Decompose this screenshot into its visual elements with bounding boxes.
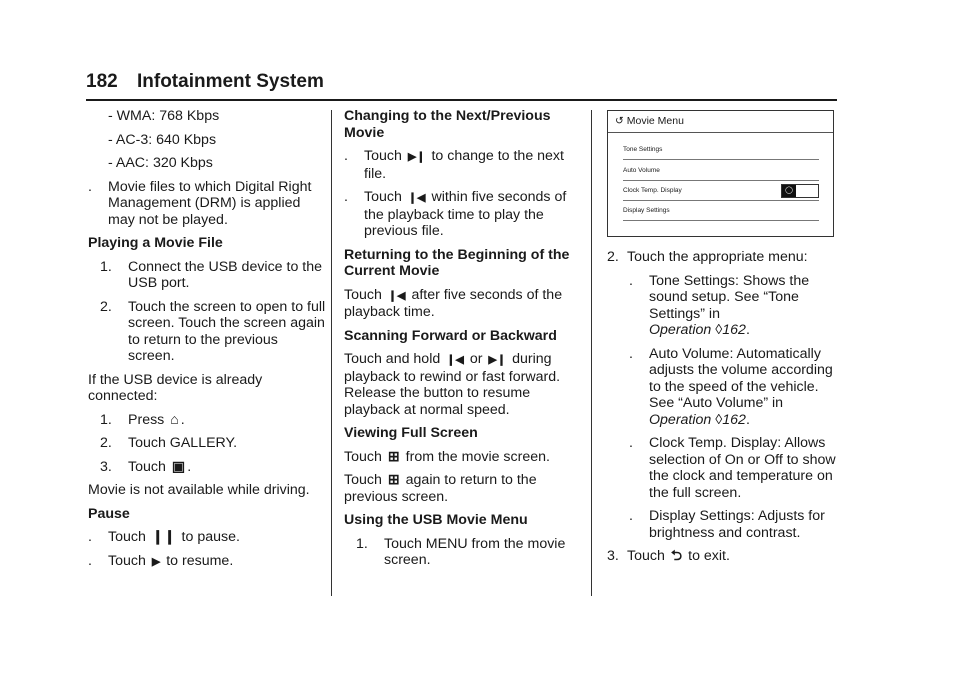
clock-temp-bullet: . Clock Temp. Display: Allows selection of On or Off to show the clock and temperature on the full screen. bbox=[629, 435, 836, 501]
fullscreen-icon: ⊞ bbox=[387, 448, 400, 465]
menu-step-2: 2. Touch the appropriate menu: bbox=[607, 249, 808, 265]
reference-icon: ◊ bbox=[715, 322, 723, 338]
back-icon: ⮌ bbox=[670, 548, 683, 564]
menu-row-display-settings[interactable]: Display Settings bbox=[623, 207, 819, 215]
gallery-icon: ▣ bbox=[171, 458, 186, 475]
reference-icon: ◊ bbox=[715, 411, 723, 428]
prev-track-icon: ❙◀ bbox=[387, 289, 406, 302]
prev-bullet: . Touch ❙◀ within five seconds of the playback time to play the previous file. bbox=[344, 189, 567, 239]
column-right bbox=[607, 108, 839, 572]
screen-title-divider bbox=[608, 132, 833, 133]
back-icon: ↺ bbox=[615, 115, 624, 127]
tone-settings-bullet: . Tone Settings: Shows the sound setup. See “Tone Settings” in Operation ◊162. bbox=[629, 272, 810, 338]
menu-row-clock-temp-display[interactable]: Clock Temp. Display ◯ bbox=[623, 187, 819, 195]
playing-heading: Playing a Movie File bbox=[88, 235, 223, 251]
menu-row-tone-settings[interactable]: Tone Settings bbox=[623, 146, 819, 154]
bullet-icon: . bbox=[629, 272, 633, 289]
display-settings-bullet: . Display Settings: Adjusts for brightness and contrast. bbox=[629, 508, 825, 541]
page-header bbox=[86, 71, 324, 93]
return-heading: Returning to the Beginning of the Current Movie bbox=[344, 246, 570, 279]
play-icon: ▶ bbox=[151, 555, 161, 568]
bullet-icon: . bbox=[88, 552, 92, 569]
drm-bullet: . Movie files to which Digital Right Management (DRM) is applied may not be played. bbox=[88, 178, 312, 228]
pause-icon: ❙❙ bbox=[151, 529, 176, 545]
bullet-icon: . bbox=[344, 148, 348, 164]
next-heading: Changing to the Next/Previous Movie bbox=[344, 108, 551, 141]
bitrate-item: - WMA: 768 Kbps bbox=[108, 108, 220, 124]
bullet-icon: . bbox=[344, 189, 348, 205]
bitrate-item: - AC-3: 640 Kbps bbox=[108, 131, 217, 148]
column-divider bbox=[591, 110, 592, 596]
full-screen-return-text: Touch ⊞ again to return to the previous screen. bbox=[344, 472, 537, 505]
section-title: Infotainment System bbox=[136, 71, 324, 92]
header-rule bbox=[86, 99, 837, 101]
usb-menu-step-1: 1. Touch MENU from the movie screen. bbox=[356, 535, 566, 568]
bullet-icon: . bbox=[88, 529, 92, 545]
menu-step-3: 3. Touch ⮌ to exit. bbox=[607, 548, 730, 564]
movie-menu-screen bbox=[607, 110, 834, 237]
resume-bullet: . Touch ▶ to resume. bbox=[88, 552, 234, 569]
bullet-icon: . bbox=[629, 508, 633, 524]
bullet-icon: . bbox=[629, 435, 633, 451]
auto-volume-bullet: . Auto Volume: Automatically adjusts the volume according to the speed of the vehicle. See “Auto Volume” in Operation ◊162. bbox=[629, 345, 833, 428]
clock-temp-toggle[interactable]: ◯ bbox=[781, 184, 819, 198]
connected-text: If the USB device is already connected: bbox=[88, 371, 263, 404]
page-number: 182 bbox=[86, 71, 118, 92]
bitrate-item: - AAC: 320 Kbps bbox=[108, 155, 213, 171]
next-bullet: . Touch ▶❙ to change to the next file. bbox=[344, 148, 564, 182]
not-available-text: Movie is not available while driving. bbox=[88, 482, 310, 498]
fullscreen-icon: ⊞ bbox=[387, 472, 400, 488]
column-divider bbox=[331, 110, 332, 596]
full-screen-heading: Viewing Full Screen bbox=[344, 425, 478, 441]
next-track-icon: ▶❙ bbox=[488, 354, 507, 366]
screen-title: ↺ Movie Menu bbox=[615, 115, 684, 127]
scan-text: Touch and hold ❙◀ or ▶❙ during playback to rewind or fast forward. Release the button to resume playback at normal speed. bbox=[344, 351, 561, 418]
playing-step-1: 1. Connect the USB device to the USB port. bbox=[100, 258, 323, 291]
pause-heading: Pause bbox=[88, 505, 130, 522]
full-screen-text: Touch ⊞ from the movie screen. bbox=[344, 448, 550, 465]
column-left bbox=[88, 108, 328, 577]
next-track-icon: ▶❙ bbox=[407, 151, 426, 163]
bullet-icon: . bbox=[88, 178, 92, 195]
column-middle bbox=[344, 108, 584, 576]
connected-step-3: 3. Touch ▣ . bbox=[100, 458, 192, 475]
connected-step-1: 1. Press ⌂ . bbox=[100, 411, 185, 428]
return-text: Touch ❙◀ after five seconds of the playback time. bbox=[344, 286, 563, 320]
home-icon: ⌂ bbox=[170, 411, 179, 428]
connected-step-2: 2. Touch GALLERY. bbox=[100, 435, 238, 451]
usb-menu-heading: Using the USB Movie Menu bbox=[344, 512, 528, 528]
prev-track-icon: ❙◀ bbox=[446, 354, 464, 366]
prev-track-icon: ❙◀ bbox=[407, 192, 426, 204]
menu-row-auto-volume[interactable]: Auto Volume bbox=[623, 167, 819, 175]
playing-step-2: 2. Touch the screen to open to full screen. Touch the screen again to return to the previous screen. bbox=[100, 298, 326, 364]
scan-heading: Scanning Forward or Backward bbox=[344, 327, 557, 344]
bullet-icon: . bbox=[629, 345, 633, 362]
pause-bullet: . Touch ❙❙ to pause. bbox=[88, 529, 240, 545]
